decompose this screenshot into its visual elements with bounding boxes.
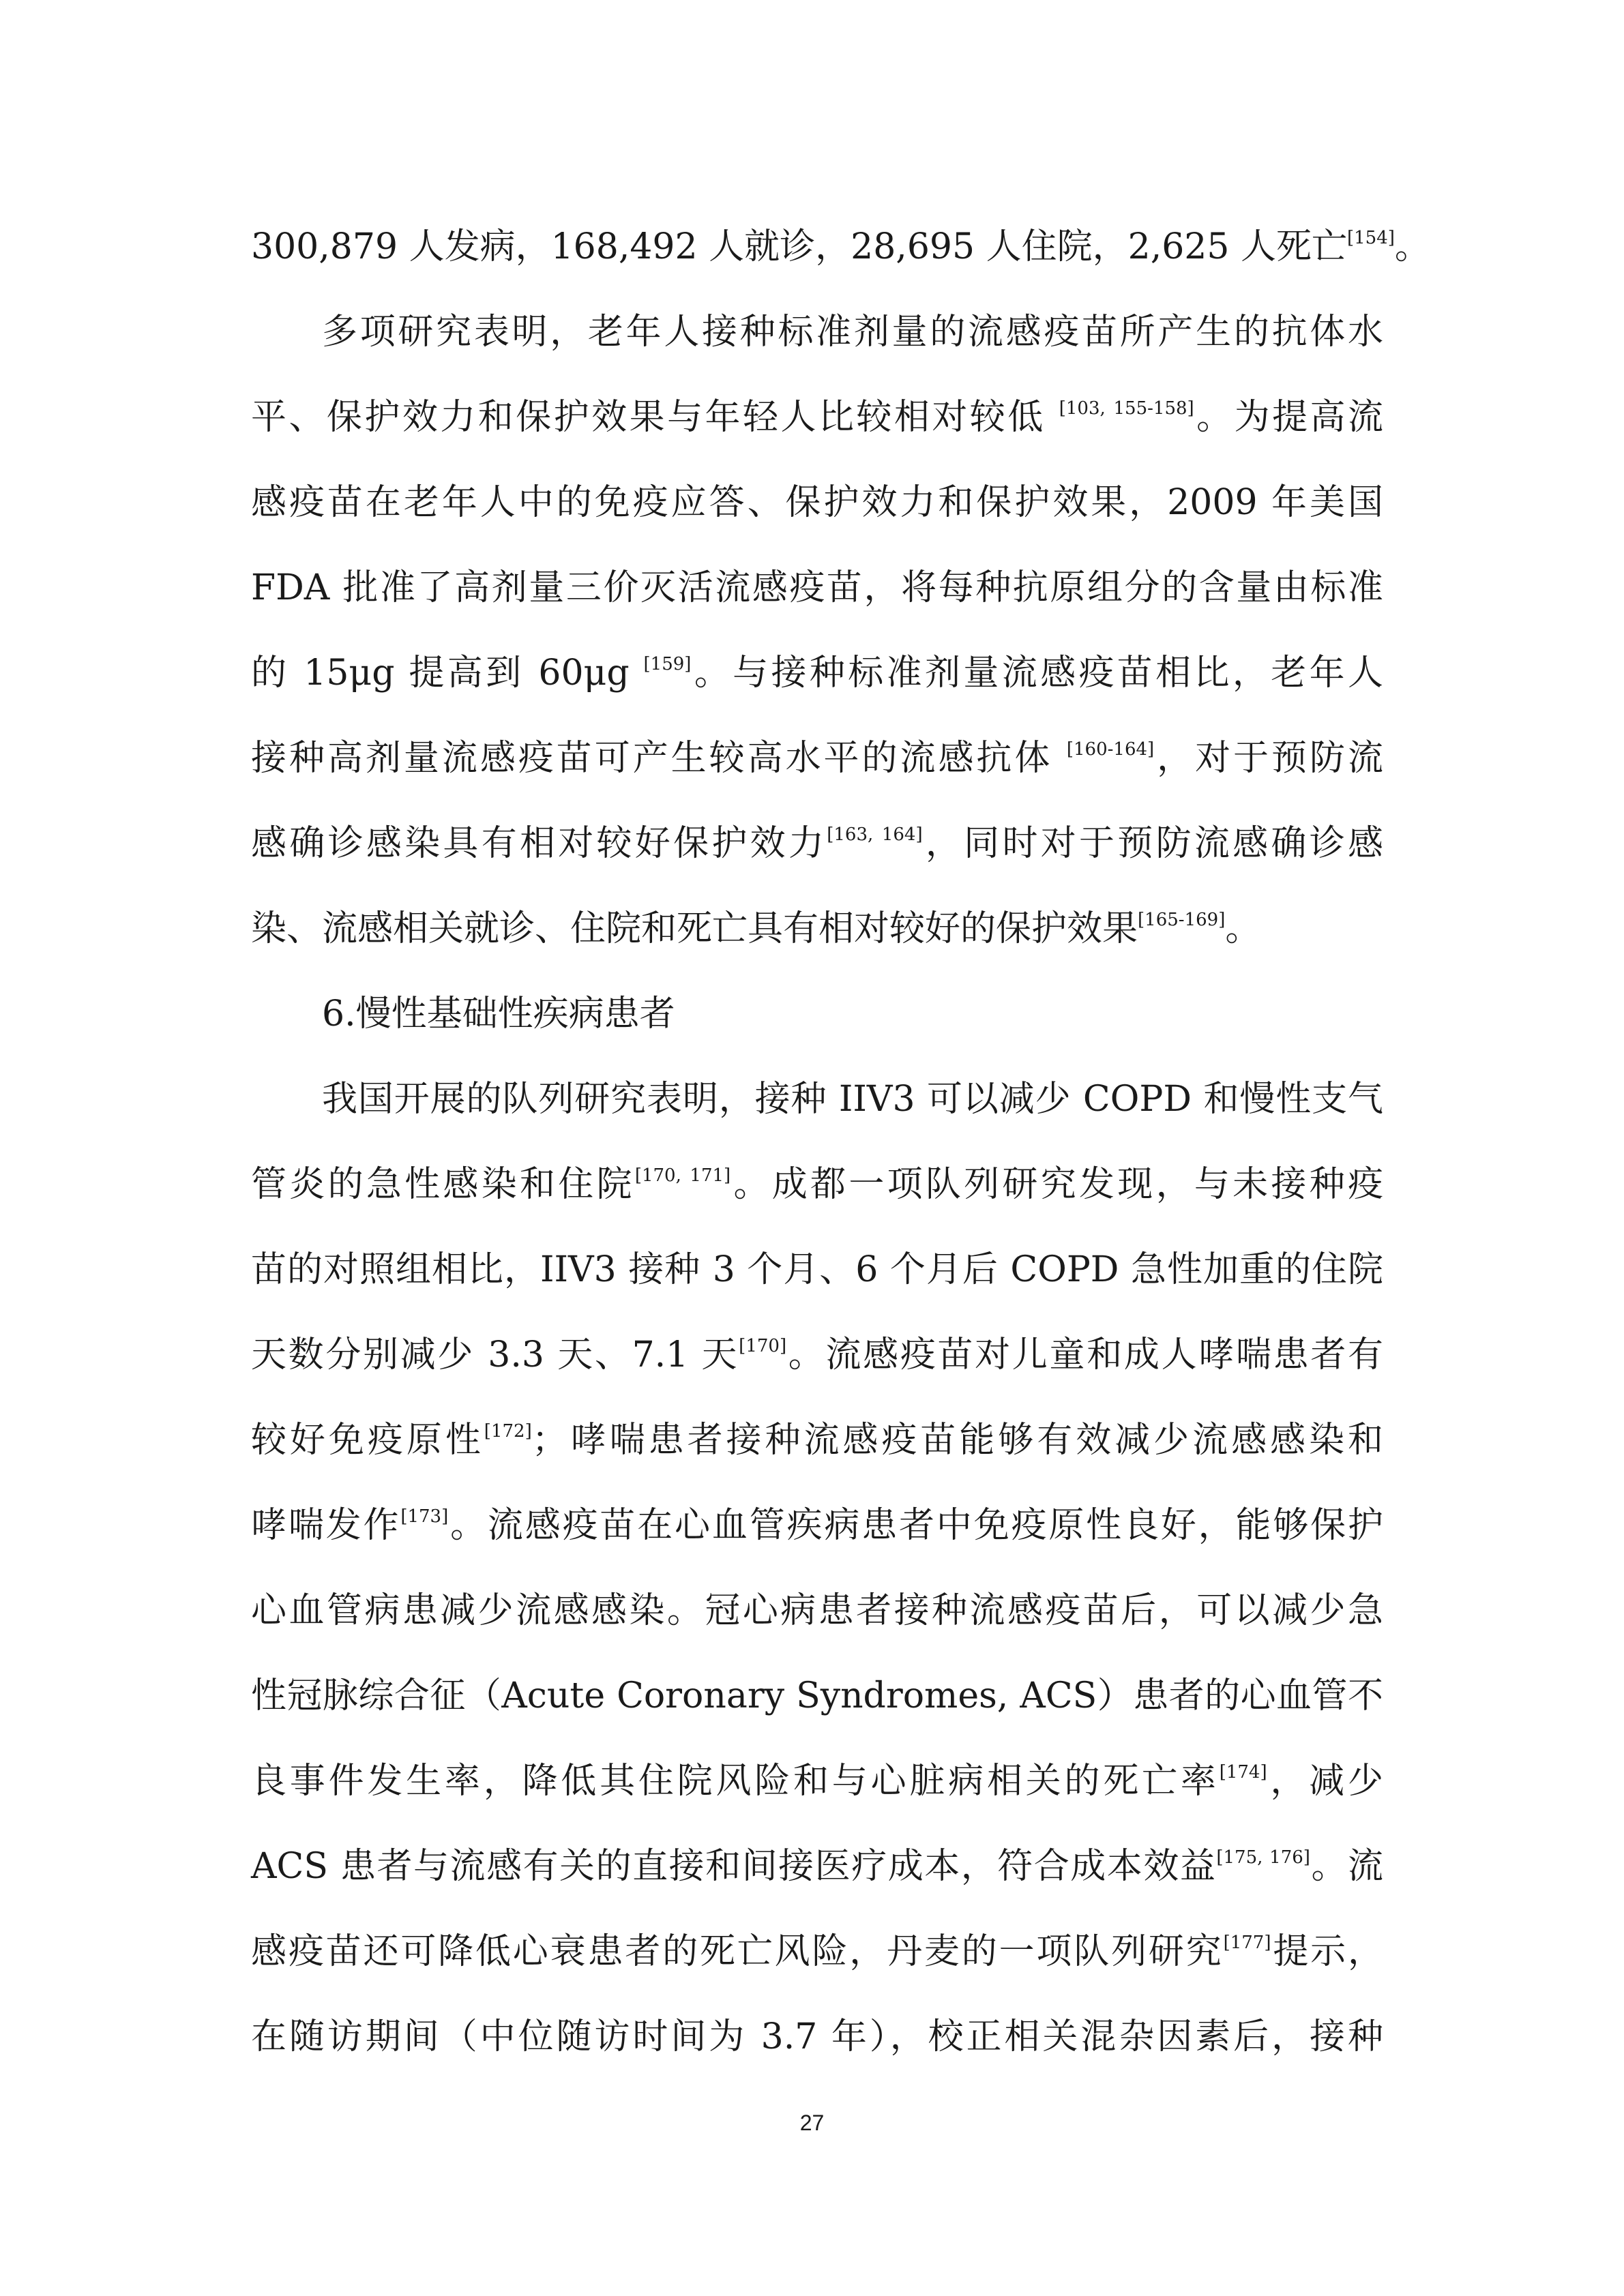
line-text: 良事件发生率，降低其住院风险和与心脏病相关的死亡率 bbox=[251, 1761, 1220, 1802]
citation-superscript: [154] bbox=[1347, 228, 1395, 248]
line-text-after: 。 bbox=[1225, 908, 1261, 949]
text-line bbox=[251, 801, 1383, 886]
text-line bbox=[251, 460, 1383, 546]
citation-superscript: [170, 171] bbox=[634, 1165, 731, 1186]
line-text-after: 。 bbox=[1394, 226, 1430, 267]
text-line bbox=[251, 1142, 1383, 1227]
text-line bbox=[251, 886, 1383, 972]
line-text: 天数分别减少 3.3 天、7.1 天 bbox=[251, 1335, 739, 1375]
line-text-after: ，对于预防流 bbox=[1154, 738, 1383, 779]
line-text: 在随访期间（中位随访时间为 3.7 年），校正相关混杂因素后，接种 bbox=[251, 2016, 1383, 2057]
line-text-after: 。流感疫苗在心血管疾病患者中免疫原性良好，能够保护 bbox=[448, 1505, 1383, 1546]
citation-superscript: [103, 155-158] bbox=[1059, 398, 1194, 419]
text-line bbox=[251, 716, 1383, 801]
line-text: FDA 批准了高剂量三价灭活流感疫苗，将每种抗原组分的含量由标准 bbox=[251, 567, 1383, 608]
line-text: 较好免疫原性 bbox=[251, 1420, 484, 1461]
line-text-after: 。流 bbox=[1310, 1846, 1383, 1887]
line-text: 300,879 人发病，168,492 人就诊，28,695 人住院，2,625 人死亡 bbox=[251, 226, 1347, 267]
text-line bbox=[251, 375, 1383, 460]
line-text-after: 。成都一项队列研究发现，与未接种疫 bbox=[730, 1164, 1383, 1205]
text-line bbox=[251, 1313, 1383, 1398]
line-text-after: ，同时对于预防流感确诊感 bbox=[922, 823, 1383, 864]
line-text-after: 。与接种标准剂量流感疫苗相比，老年人 bbox=[691, 653, 1383, 694]
citation-superscript: [163, 164] bbox=[827, 824, 923, 845]
text-line bbox=[251, 1909, 1383, 1995]
citation-superscript: [174] bbox=[1219, 1762, 1267, 1783]
line-text: 哮喘发作 bbox=[251, 1505, 401, 1546]
line-text: 6.慢性基础性疾病患者 bbox=[322, 994, 675, 1034]
line-text: 苗的对照组相比，IIV3 接种 3 个月、6 个月后 COPD 急性加重的住院 bbox=[251, 1249, 1383, 1290]
text-line bbox=[251, 1483, 1383, 1568]
citation-superscript: [159] bbox=[643, 654, 692, 674]
text-line bbox=[251, 1057, 1383, 1142]
text-line bbox=[251, 1398, 1383, 1483]
line-text: 我国开展的队列研究表明，接种 IIV3 可以减少 COPD 和慢性支气 bbox=[322, 1079, 1383, 1120]
line-text: 平、保护效力和保护效果与年轻人比较相对较低 bbox=[251, 397, 1059, 438]
line-text-after: 。流感疫苗对儿童和成人哮喘患者有 bbox=[786, 1335, 1383, 1375]
page-number: 27 bbox=[799, 2111, 825, 2135]
line-text: 接种高剂量流感疫苗可产生较高水平的流感抗体 bbox=[251, 738, 1067, 779]
text-line bbox=[251, 546, 1383, 631]
citation-superscript: [173] bbox=[400, 1506, 449, 1527]
text-line bbox=[251, 1824, 1383, 1909]
citation-superscript: [165-169] bbox=[1138, 910, 1226, 930]
text-line bbox=[251, 1568, 1383, 1654]
line-text: 感疫苗还可降低心衰患者的死亡风险，丹麦的一项队列研究 bbox=[251, 1931, 1224, 1972]
text-line bbox=[251, 205, 1430, 290]
line-text: 感疫苗在老年人中的免疫应答、保护效力和保护效果，2009 年美国 bbox=[251, 482, 1383, 523]
line-text: 的 15μg 提高到 60μg bbox=[251, 653, 644, 694]
document-body bbox=[251, 205, 1430, 2080]
text-line bbox=[251, 1227, 1383, 1313]
line-text-after: 。为提高流 bbox=[1194, 397, 1384, 438]
line-text: 感确诊感染具有相对较好保护效力 bbox=[251, 823, 827, 864]
line-text-after: 提示， bbox=[1271, 1931, 1383, 1972]
line-text: 心血管病患减少流感感染。冠心病患者接种流感疫苗后，可以减少急 bbox=[251, 1590, 1383, 1631]
citation-superscript: [160-164] bbox=[1066, 739, 1155, 760]
citation-superscript: [177] bbox=[1223, 1933, 1271, 1953]
line-text-after: ，减少 bbox=[1267, 1761, 1383, 1802]
text-line bbox=[251, 290, 1383, 375]
line-text: 染、流感相关就诊、住院和死亡具有相对较好的保护效果 bbox=[251, 908, 1138, 949]
text-line bbox=[251, 972, 1383, 1057]
text-line bbox=[251, 1654, 1383, 1739]
citation-superscript: [170] bbox=[739, 1336, 787, 1356]
line-text: 多项研究表明，老年人接种标准剂量的流感疫苗所产生的抗体水 bbox=[322, 312, 1383, 353]
text-line bbox=[251, 1739, 1383, 1824]
text-line bbox=[251, 1995, 1383, 2080]
line-text: ACS 患者与流感有关的直接和间接医疗成本，符合成本效益 bbox=[251, 1846, 1217, 1887]
text-line bbox=[251, 631, 1383, 716]
line-text: 性冠脉综合征（Acute Coronary Syndromes, ACS）患者的心血管不 bbox=[251, 1675, 1383, 1716]
citation-superscript: [175, 176] bbox=[1216, 1847, 1310, 1868]
line-text: 管炎的急性感染和住院 bbox=[251, 1164, 635, 1205]
citation-superscript: [172] bbox=[484, 1421, 532, 1442]
line-text-after: ；哮喘患者接种流感疫苗能够有效减少流感感染和 bbox=[531, 1420, 1383, 1461]
